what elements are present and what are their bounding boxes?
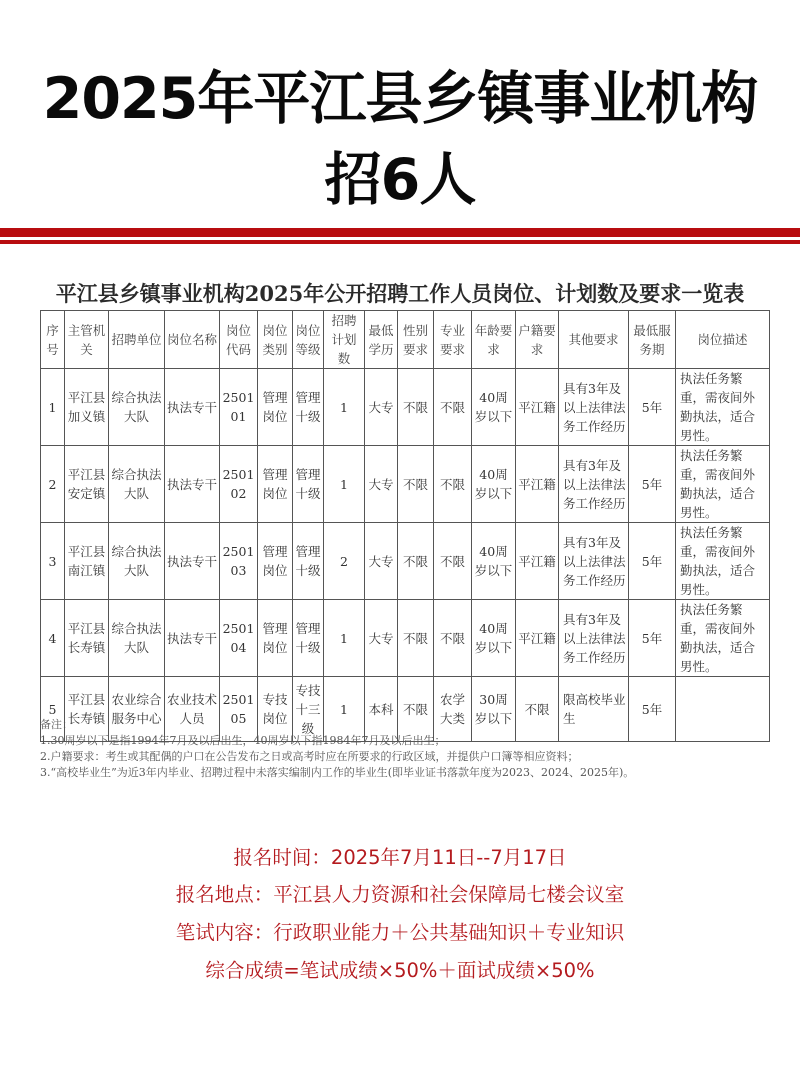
cell-major: 不限 <box>434 369 472 446</box>
cell-major: 不限 <box>434 446 472 523</box>
col-header-unit: 招聘单位 <box>109 311 165 369</box>
cell-quota: 1 <box>324 369 365 446</box>
cell-position-code: 250105 <box>220 677 258 742</box>
cell-unit: 综合执法大队 <box>109 446 165 523</box>
cell-gender: 不限 <box>398 677 434 742</box>
headline-line-2: 招6人 <box>324 147 476 213</box>
table-row <box>41 523 770 600</box>
cell-education: 大专 <box>365 369 398 446</box>
red-divider-thin <box>0 240 800 244</box>
cell-position-name: 执法专干 <box>165 600 220 677</box>
cell-unit: 综合执法大队 <box>109 600 165 677</box>
table-title: 平江县乡镇事业机构2025年公开招聘工作人员岗位、计划数及要求一览表 <box>55 281 745 306</box>
cell-gender: 不限 <box>398 369 434 446</box>
cell-index: 4 <box>41 600 65 677</box>
cell-unit: 综合执法大队 <box>109 523 165 600</box>
col-header-age: 年龄要求 <box>472 311 516 369</box>
cell-position-type: 管理岗位 <box>258 446 293 523</box>
notes-heading: 备注： <box>40 718 73 731</box>
cell-position-code: 250103 <box>220 523 258 600</box>
cell-education: 大专 <box>365 600 398 677</box>
col-header-education: 最低学历 <box>365 311 398 369</box>
cell-quota: 2 <box>324 523 365 600</box>
col-header-gender: 性别要求 <box>398 311 434 369</box>
cell-hukou: 平江籍 <box>516 369 559 446</box>
cell-position-code: 250101 <box>220 369 258 446</box>
cell-index: 2 <box>41 446 65 523</box>
cell-education: 大专 <box>365 523 398 600</box>
col-header-position-name: 岗位名称 <box>165 311 220 369</box>
cell-authority: 平江县南江镇 <box>65 523 109 600</box>
cell-quota: 1 <box>324 677 365 742</box>
cell-major: 不限 <box>434 600 472 677</box>
job-positions-table <box>40 310 770 742</box>
cell-service-period: 5年 <box>629 523 676 600</box>
cell-position-code: 250104 <box>220 600 258 677</box>
table-row <box>41 446 770 523</box>
col-header-description: 岗位描述 <box>676 311 770 369</box>
cell-position-name: 农业技术人员 <box>165 677 220 742</box>
cell-authority: 平江县安定镇 <box>65 446 109 523</box>
cell-other: 限高校毕业生 <box>559 677 629 742</box>
cell-education: 大专 <box>365 446 398 523</box>
col-header-major: 专业要求 <box>434 311 472 369</box>
note-item: 1.30周岁以下是指1994年7月及以后出生，40周岁以下指1984年7月及以后出生； <box>40 734 446 747</box>
cell-major: 农学大类 <box>434 677 472 742</box>
cell-index: 1 <box>41 369 65 446</box>
cell-age: 40周岁以下 <box>472 523 516 600</box>
cell-description: 执法任务繁重，需夜间外勤执法，适合男性。 <box>676 369 770 446</box>
cell-hukou: 平江籍 <box>516 446 559 523</box>
cell-position-level: 管理十级 <box>293 523 324 600</box>
col-header-quota: 招聘计划数 <box>324 311 365 369</box>
col-header-authority: 主管机关 <box>65 311 109 369</box>
cell-index: 3 <box>41 523 65 600</box>
cell-position-name: 执法专干 <box>165 369 220 446</box>
cell-age: 40周岁以下 <box>472 446 516 523</box>
cell-service-period: 5年 <box>629 677 676 742</box>
total-score-formula: 综合成绩=笔试成绩×50%＋面试成绩×50% <box>205 959 595 982</box>
cell-position-level: 专技十三级 <box>293 677 324 742</box>
col-header-position-code: 岗位代码 <box>220 311 258 369</box>
cell-service-period: 5年 <box>629 369 676 446</box>
table-header-row <box>41 311 770 369</box>
cell-position-name: 执法专干 <box>165 446 220 523</box>
cell-age: 40周岁以下 <box>472 600 516 677</box>
col-header-other: 其他要求 <box>559 311 629 369</box>
cell-service-period: 5年 <box>629 446 676 523</box>
cell-other: 具有3年及以上法律法务工作经历 <box>559 600 629 677</box>
notes-section <box>40 717 780 781</box>
col-header-index: 序号 <box>41 311 65 369</box>
cell-gender: 不限 <box>398 446 434 523</box>
cell-authority: 平江县长寿镇 <box>65 677 109 742</box>
cell-gender: 不限 <box>398 523 434 600</box>
cell-other: 具有3年及以上法律法务工作经历 <box>559 369 629 446</box>
cell-age: 40周岁以下 <box>472 369 516 446</box>
cell-unit: 农业综合服务中心 <box>109 677 165 742</box>
cell-index: 5 <box>41 677 65 742</box>
note-item: 3.“高校毕业生”为近3年内毕业、招聘过程中未落实编制内工作的毕业生(即毕业证书落款年度为2023、2024、2025年)。 <box>40 766 635 779</box>
cell-position-level: 管理十级 <box>293 446 324 523</box>
cell-hukou: 平江籍 <box>516 600 559 677</box>
note-item: 2.户籍要求：考生或其配偶的户口在公告发布之日或高考时应在所要求的行政区域，并提供户口簿等相应资料； <box>40 750 579 763</box>
cell-quota: 1 <box>324 600 365 677</box>
registration-place: 报名地点：平江县人力资源和社会保障局七楼会议室 <box>175 883 625 906</box>
col-header-position-level: 岗位等级 <box>293 311 324 369</box>
cell-age: 30周岁以下 <box>472 677 516 742</box>
col-header-position-type: 岗位类别 <box>258 311 293 369</box>
cell-other: 具有3年及以上法律法务工作经历 <box>559 523 629 600</box>
col-header-service-period: 最低服务期 <box>629 311 676 369</box>
cell-major: 不限 <box>434 523 472 600</box>
red-divider-thick <box>0 228 800 237</box>
headline-line-1: 2025年平江县乡镇事业机构 <box>42 66 758 132</box>
cell-position-type: 管理岗位 <box>258 369 293 446</box>
cell-hukou: 不限 <box>516 677 559 742</box>
cell-other: 具有3年及以上法律法务工作经历 <box>559 446 629 523</box>
table-row <box>41 600 770 677</box>
registration-time: 报名时间：2025年7月11日--7月17日 <box>233 846 567 869</box>
cell-description: 执法任务繁重，需夜间外勤执法，适合男性。 <box>676 446 770 523</box>
cell-authority: 平江县加义镇 <box>65 369 109 446</box>
written-exam-content: 笔试内容：行政职业能力＋公共基础知识＋专业知识 <box>175 921 625 944</box>
cell-service-period: 5年 <box>629 600 676 677</box>
cell-position-type: 专技岗位 <box>258 677 293 742</box>
cell-position-name: 执法专干 <box>165 523 220 600</box>
cell-description: 执法任务繁重，需夜间外勤执法，适合男性。 <box>676 600 770 677</box>
cell-position-level: 管理十级 <box>293 369 324 446</box>
cell-position-type: 管理岗位 <box>258 523 293 600</box>
col-header-hukou: 户籍要求 <box>516 311 559 369</box>
cell-position-code: 250102 <box>220 446 258 523</box>
cell-education: 本科 <box>365 677 398 742</box>
cell-gender: 不限 <box>398 600 434 677</box>
cell-quota: 1 <box>324 446 365 523</box>
cell-position-level: 管理十级 <box>293 600 324 677</box>
table-row <box>41 369 770 446</box>
cell-authority: 平江县长寿镇 <box>65 600 109 677</box>
cell-position-type: 管理岗位 <box>258 600 293 677</box>
cell-unit: 综合执法大队 <box>109 369 165 446</box>
cell-description: 执法任务繁重，需夜间外勤执法，适合男性。 <box>676 523 770 600</box>
cell-hukou: 平江籍 <box>516 523 559 600</box>
